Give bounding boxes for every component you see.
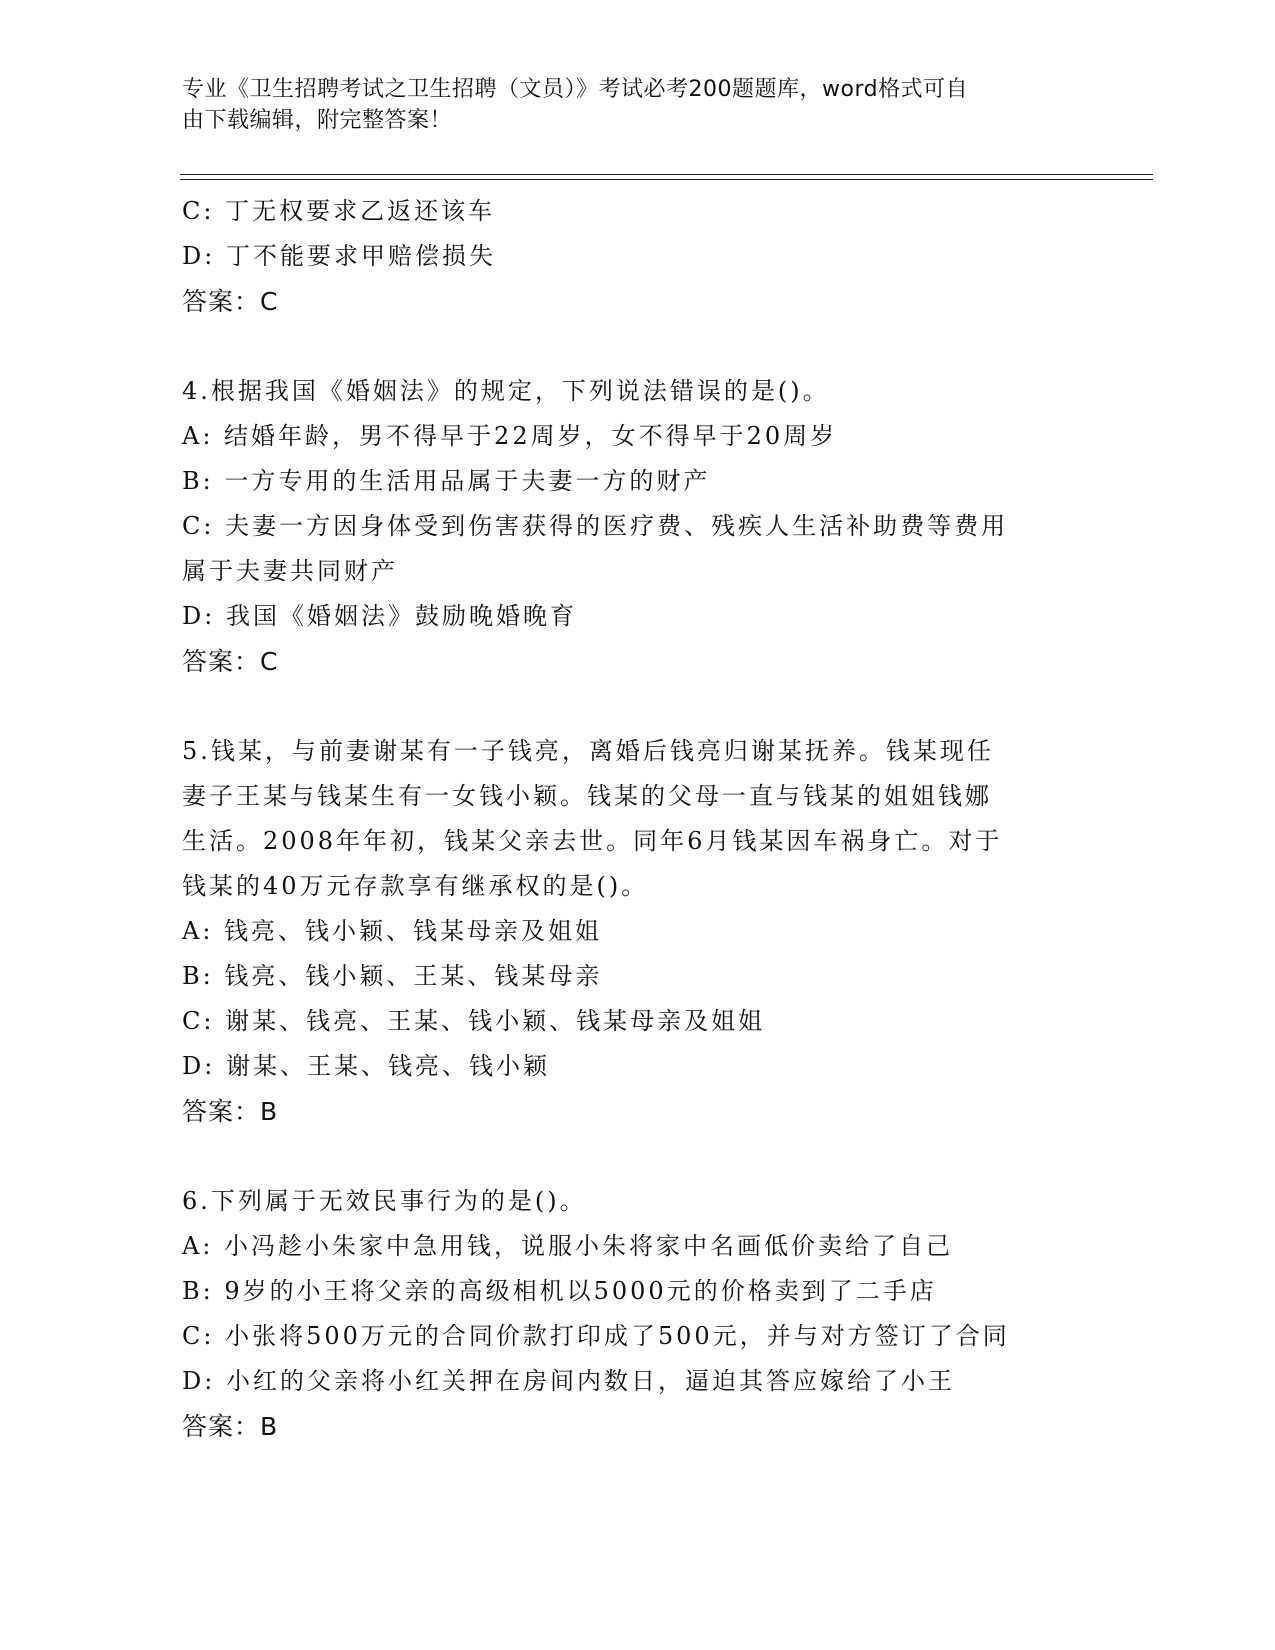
answer-line: 答案：B xyxy=(182,1097,279,1126)
question-stem: 6.下列属于无效民事行为的是()。 xyxy=(182,1187,587,1215)
question-stem-line-2: 妻子王某与钱某生有一女钱小颖。钱某的父母一直与钱某的姐姐钱娜 xyxy=(182,782,992,810)
option-a: A: 结婚年龄，男不得早于22周岁，女不得早于20周岁 xyxy=(182,422,838,450)
spacer xyxy=(182,324,1082,369)
answer-line: 答案：C xyxy=(182,647,279,676)
spacer xyxy=(182,1134,1082,1179)
option-d: D: 丁不能要求甲赔偿损失 xyxy=(182,242,496,270)
header-rule-bottom xyxy=(180,179,1153,180)
option-d: D: 小红的父亲将小红关押在房间内数日，逼迫其答应嫁给了小王 xyxy=(182,1367,955,1395)
option-b: B: 一方专用的生活用品属于夫妻一方的财产 xyxy=(182,467,711,495)
option-d: D: 我国《婚姻法》鼓励晚婚晚育 xyxy=(182,602,577,630)
question-6 xyxy=(182,1179,1082,1449)
question-stem-line-4: 钱某的40万元存款享有继承权的是()。 xyxy=(182,872,649,900)
answer-line: 答案：C xyxy=(182,287,279,316)
spacer xyxy=(182,684,1082,729)
option-b: B: 9岁的小王将父亲的高级相机以5000元的价格卖到了二手店 xyxy=(182,1277,937,1305)
option-c: C: 谢某、钱亮、王某、钱小颖、钱某母亲及姐姐 xyxy=(182,1007,766,1035)
option-d: D: 谢某、王某、钱亮、钱小颖 xyxy=(182,1052,550,1080)
option-c-continued: 属于夫妻共同财产 xyxy=(182,557,398,585)
answer-line: 答案：B xyxy=(182,1412,279,1441)
option-c: C: 丁无权要求乙返还该车 xyxy=(182,197,496,225)
question-5 xyxy=(182,729,1082,1134)
option-b: B: 钱亮、钱小颖、王某、钱某母亲 xyxy=(182,962,603,990)
header-rule-top xyxy=(180,174,1153,175)
question-4 xyxy=(182,369,1082,684)
option-a: A: 小冯趁小朱家中急用钱，说服小朱将家中名画低价卖给了自己 xyxy=(182,1232,954,1260)
question-stem-line-3: 生活。2008年年初，钱某父亲去世。同年6月钱某因车祸身亡。对于 xyxy=(182,827,1003,855)
option-a: A: 钱亮、钱小颖、钱某母亲及姐姐 xyxy=(182,917,603,945)
option-c: C: 小张将500万元的合同价款打印成了500元，并与对方签订了合同 xyxy=(182,1322,1010,1350)
header-line-2: 由下载编辑，附完整答案！ xyxy=(182,108,453,133)
question-stem-line-1: 5.钱某，与前妻谢某有一子钱亮，离婚后钱亮归谢某抚养。钱某现任 xyxy=(182,737,994,765)
document-header xyxy=(182,74,1062,136)
question-stem: 4.根据我国《婚姻法》的规定，下列说法错误的是()。 xyxy=(182,377,830,405)
option-c: C: 夫妻一方因身体受到伤害获得的医疗费、残疾人生活补助费等费用 xyxy=(182,512,1009,540)
question-content xyxy=(182,189,1082,1449)
header-line-1: 专业《卫生招聘考试之卫生招聘（文员）》考试必考200题题库，word格式可自 xyxy=(182,77,969,102)
